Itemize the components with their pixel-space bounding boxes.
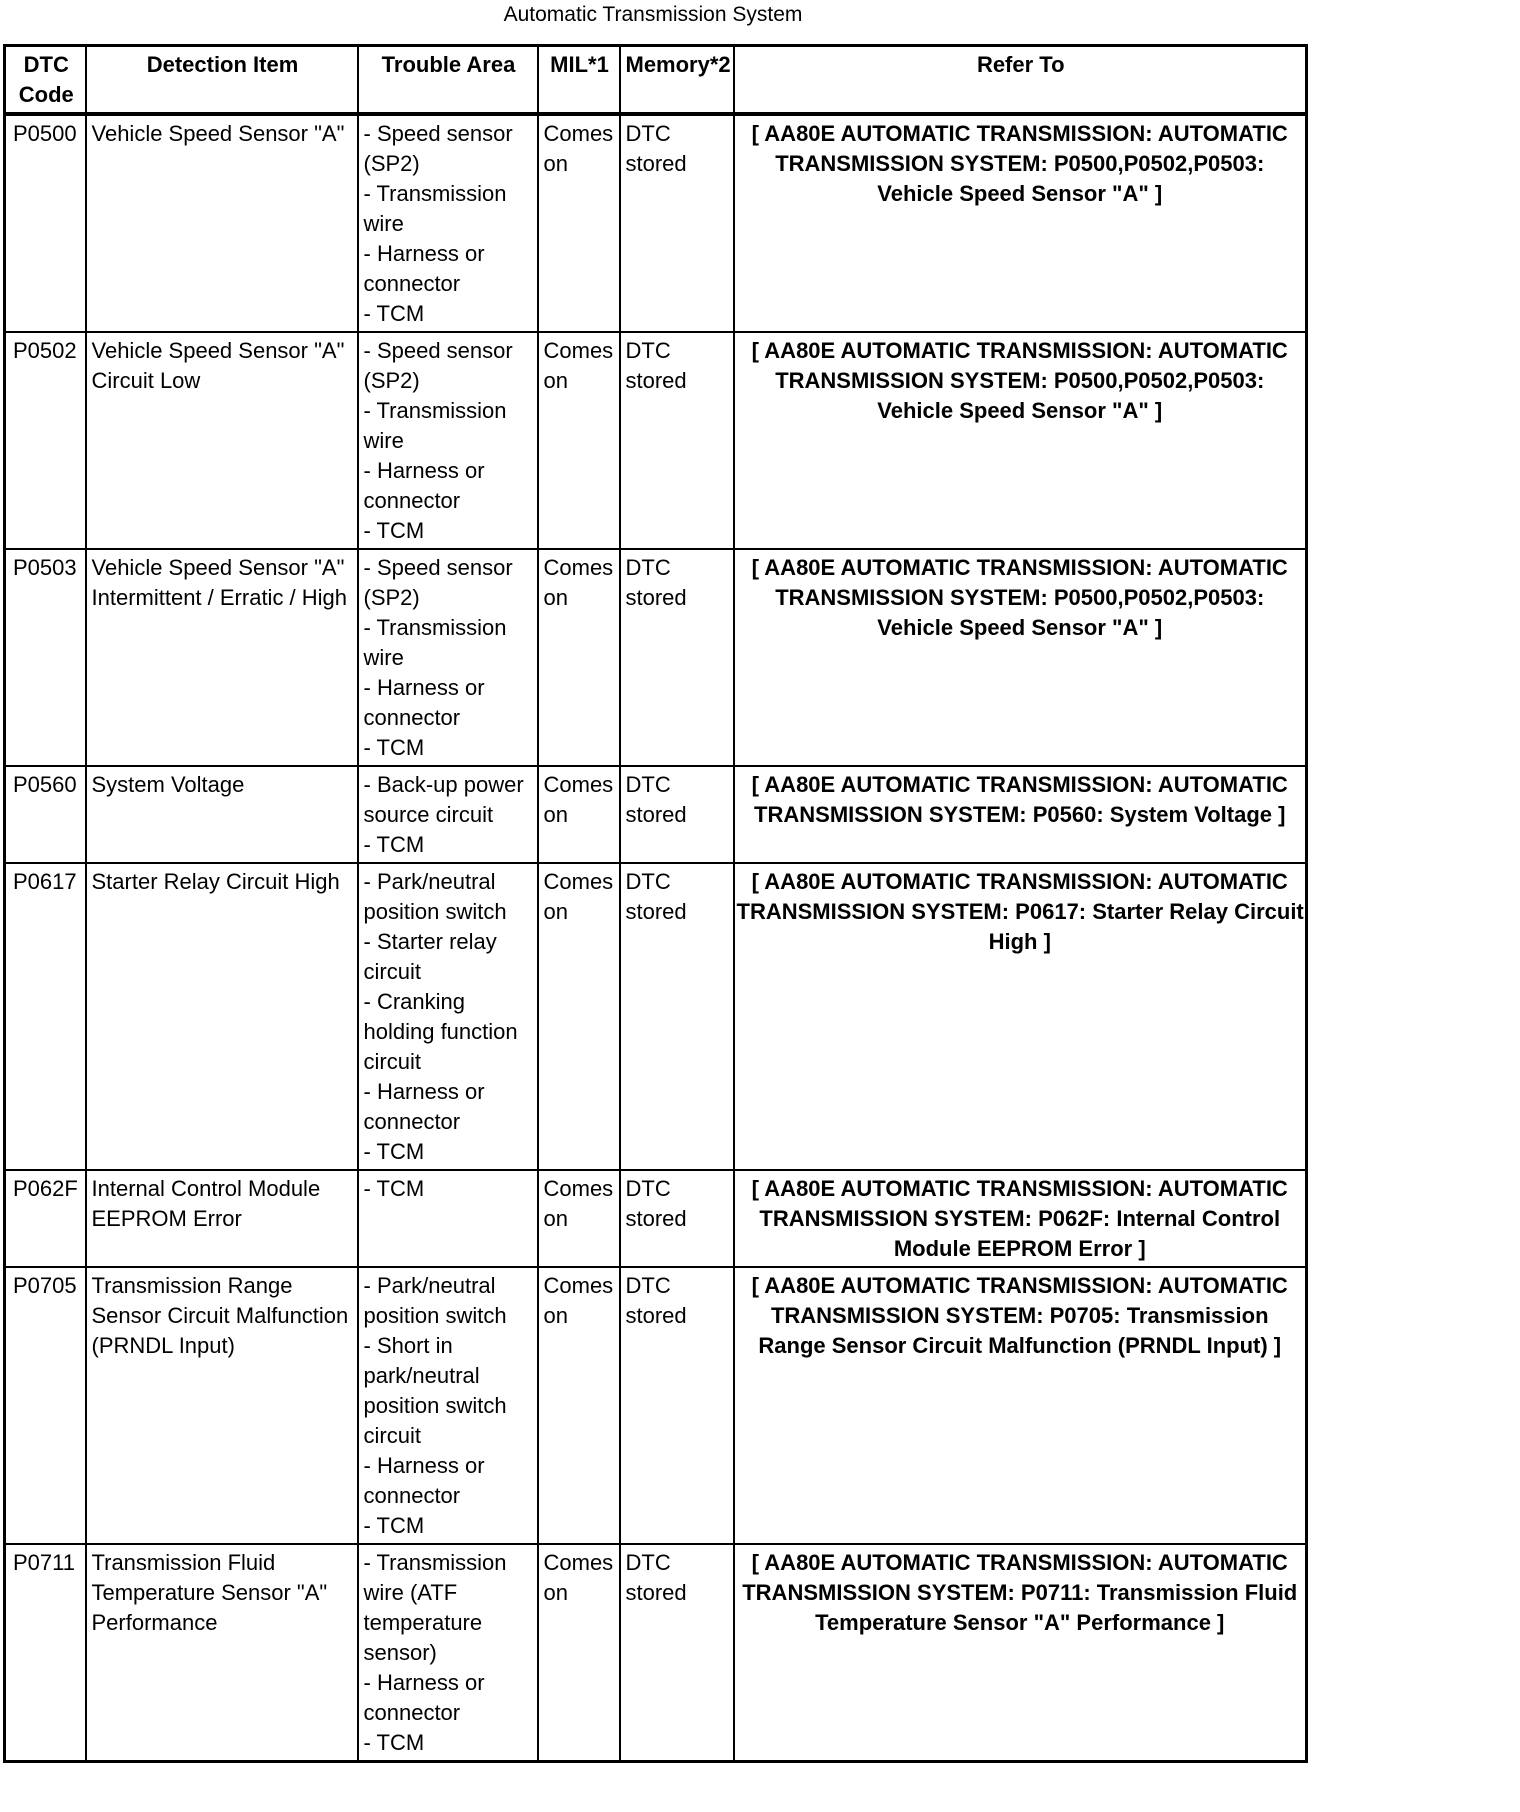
trouble-area-line: circuit: [363, 1049, 421, 1074]
refer-to-cell: [734, 1267, 1307, 1544]
table-header-row: [5, 46, 1307, 115]
table-row: [5, 549, 1307, 766]
memory-cell: [620, 1544, 734, 1762]
trouble-area-line: - Speed sensor: [363, 555, 513, 580]
detection-item-cell: [86, 114, 358, 332]
trouble-area-cell: [358, 863, 538, 1170]
refer-to-line: TRANSMISSION SYSTEM: P0617: Starter Relay Circuit: [736, 899, 1304, 924]
trouble-area-line: wire (ATF: [363, 1580, 458, 1605]
trouble-area-line: (SP2): [363, 368, 420, 393]
memory-line: stored: [625, 802, 687, 827]
detection-item-line: Transmission Range: [91, 1273, 293, 1298]
trouble-area-line: - TCM: [363, 735, 425, 760]
mil-cell: [538, 114, 620, 332]
trouble-area-line: circuit: [363, 959, 421, 984]
memory-cell: [620, 1267, 734, 1544]
refer-to-line: [ AA80E AUTOMATIC TRANSMISSION: AUTOMATIC: [751, 1550, 1288, 1575]
table-row: [5, 1544, 1307, 1762]
page-title: Automatic Transmission System: [503, 3, 803, 26]
refer-to-line: [ AA80E AUTOMATIC TRANSMISSION: AUTOMATIC: [751, 772, 1288, 797]
refer-to-line: TRANSMISSION SYSTEM: P062F: Internal Control: [759, 1206, 1281, 1231]
refer-to-line: Module EEPROM Error ]: [893, 1236, 1146, 1261]
trouble-area-line: wire: [363, 211, 404, 236]
memory-line: stored: [625, 899, 687, 924]
memory-line: DTC: [625, 338, 671, 363]
dtc-code-cell: P0503: [5, 549, 86, 766]
trouble-area-line: - TCM: [363, 1176, 425, 1201]
refer-to-cell: [734, 1544, 1307, 1762]
trouble-area-line: (SP2): [363, 151, 420, 176]
memory-line: stored: [625, 1580, 687, 1605]
detection-item-line: Vehicle Speed Sensor "A": [91, 338, 345, 363]
trouble-area-cell: [358, 114, 538, 332]
trouble-area-line: position switch: [363, 899, 507, 924]
trouble-area-cell: [358, 549, 538, 766]
dtc-code-cell: P0711: [5, 1544, 86, 1762]
trouble-area-line: holding function: [363, 1019, 518, 1044]
refer-to-line: Vehicle Speed Sensor "A" ]: [877, 398, 1163, 423]
memory-cell: [620, 114, 734, 332]
trouble-area-cell: [358, 1544, 538, 1762]
trouble-area-line: - Transmission: [363, 181, 507, 206]
table-row: [5, 766, 1307, 863]
refer-to-line: TRANSMISSION SYSTEM: P0500,P0502,P0503:: [775, 368, 1265, 393]
refer-to-line: Vehicle Speed Sensor "A" ]: [877, 181, 1163, 206]
table-row: [5, 863, 1307, 1170]
refer-to-cell: [734, 1170, 1307, 1267]
trouble-area-line: - Cranking: [363, 989, 465, 1014]
dtc-code-cell: P0500: [5, 114, 86, 332]
trouble-area-line: connector: [363, 1109, 461, 1134]
trouble-area-line: - Harness or: [363, 675, 485, 700]
detection-item-line: Performance: [91, 1610, 218, 1635]
trouble-area-line: connector: [363, 1483, 461, 1508]
trouble-area-line: (SP2): [363, 585, 420, 610]
memory-cell: [620, 766, 734, 863]
memory-line: stored: [625, 1206, 687, 1231]
mil-cell: [538, 863, 620, 1170]
trouble-area-line: - Park/neutral: [363, 869, 496, 894]
table-row: [5, 332, 1307, 549]
trouble-area-line: - Harness or: [363, 1670, 485, 1695]
memory-line: stored: [625, 151, 687, 176]
trouble-area-line: park/neutral: [363, 1363, 480, 1388]
trouble-area-line: - TCM: [363, 518, 425, 543]
detection-item-cell: [86, 863, 358, 1170]
trouble-area-line: source circuit: [363, 802, 494, 827]
mil-line: Comes: [543, 1550, 614, 1575]
column-header-mil: MIL*1: [538, 46, 620, 115]
mil-cell: [538, 549, 620, 766]
trouble-area-line: - Speed sensor: [363, 121, 513, 146]
memory-cell: [620, 549, 734, 766]
mil-cell: [538, 1170, 620, 1267]
mil-line: on: [543, 151, 568, 176]
table-row: [5, 1267, 1307, 1544]
column-header-dtc-code: [5, 46, 86, 115]
memory-line: DTC: [625, 555, 671, 580]
refer-to-cell: [734, 766, 1307, 863]
memory-line: DTC: [625, 772, 671, 797]
mil-line: Comes: [543, 338, 614, 363]
trouble-area-line: position switch: [363, 1303, 507, 1328]
mil-cell: [538, 1267, 620, 1544]
detection-item-line: System Voltage: [91, 772, 245, 797]
trouble-area-line: - Park/neutral: [363, 1273, 496, 1298]
detection-item-line: Circuit Low: [91, 368, 201, 393]
mil-cell: [538, 766, 620, 863]
memory-line: DTC: [625, 1273, 671, 1298]
mil-cell: [538, 1544, 620, 1762]
dtc-code-cell: P0502: [5, 332, 86, 549]
refer-to-line: [ AA80E AUTOMATIC TRANSMISSION: AUTOMATIC: [751, 1176, 1288, 1201]
mil-line: on: [543, 585, 568, 610]
refer-to-line: [ AA80E AUTOMATIC TRANSMISSION: AUTOMATIC: [751, 121, 1288, 146]
dtc-table-body: [5, 114, 1307, 1762]
column-header-trouble-area: Trouble Area: [358, 46, 538, 115]
dtc-code-cell: P0617: [5, 863, 86, 1170]
dtc-code-cell: P0560: [5, 766, 86, 863]
refer-to-line: TRANSMISSION SYSTEM: P0500,P0502,P0503:: [775, 151, 1265, 176]
table-row: [5, 1170, 1307, 1267]
trouble-area-line: - TCM: [363, 1139, 425, 1164]
trouble-area-line: - TCM: [363, 1730, 425, 1755]
trouble-area-cell: [358, 766, 538, 863]
refer-to-cell: [734, 332, 1307, 549]
detection-item-line: Starter Relay Circuit High: [91, 869, 340, 894]
memory-line: stored: [625, 368, 687, 393]
trouble-area-line: - Starter relay: [363, 929, 497, 954]
mil-line: Comes: [543, 555, 614, 580]
dtc-code-cell: P0705: [5, 1267, 86, 1544]
trouble-area-line: connector: [363, 705, 461, 730]
trouble-area-line: - Harness or: [363, 241, 485, 266]
refer-to-line: TRANSMISSION SYSTEM: P0500,P0502,P0503:: [775, 585, 1265, 610]
detection-item-line: Sensor Circuit Malfunction: [91, 1303, 349, 1328]
trouble-area-line: - Harness or: [363, 458, 485, 483]
refer-to-line: Range Sensor Circuit Malfunction (PRNDL Input) ]: [758, 1333, 1282, 1358]
detection-item-line: Vehicle Speed Sensor "A": [91, 555, 345, 580]
table-row: [5, 114, 1307, 332]
memory-line: DTC: [625, 121, 671, 146]
refer-to-cell: [734, 863, 1307, 1170]
memory-cell: [620, 1170, 734, 1267]
mil-line: on: [543, 802, 568, 827]
mil-line: Comes: [543, 1273, 614, 1298]
mil-line: Comes: [543, 1176, 614, 1201]
refer-to-cell: [734, 114, 1307, 332]
trouble-area-line: sensor): [363, 1640, 437, 1665]
refer-to-line: Vehicle Speed Sensor "A" ]: [877, 615, 1163, 640]
memory-line: DTC: [625, 1176, 671, 1201]
detection-item-cell: [86, 549, 358, 766]
trouble-area-line: - Transmission: [363, 1550, 507, 1575]
mil-cell: [538, 332, 620, 549]
memory-line: stored: [625, 585, 687, 610]
detection-item-cell: [86, 1170, 358, 1267]
trouble-area-cell: [358, 1170, 538, 1267]
mil-line: Comes: [543, 869, 614, 894]
trouble-area-line: - TCM: [363, 832, 425, 857]
mil-line: on: [543, 899, 568, 924]
trouble-area-line: connector: [363, 1700, 461, 1725]
mil-line: Comes: [543, 772, 614, 797]
trouble-area-line: - Speed sensor: [363, 338, 513, 363]
refer-to-line: High ]: [988, 929, 1051, 954]
trouble-area-line: position switch: [363, 1393, 507, 1418]
column-header-dtc-code-line: Code: [18, 82, 74, 107]
trouble-area-line: - Harness or: [363, 1079, 485, 1104]
trouble-area-line: temperature: [363, 1610, 483, 1635]
detection-item-cell: [86, 332, 358, 549]
detection-item-cell: [86, 1544, 358, 1762]
detection-item-line: EEPROM Error: [91, 1206, 242, 1231]
column-header-refer-to: Refer To: [734, 46, 1307, 115]
trouble-area-line: - TCM: [363, 1513, 425, 1538]
detection-item-cell: [86, 766, 358, 863]
refer-to-line: [ AA80E AUTOMATIC TRANSMISSION: AUTOMATIC: [751, 555, 1288, 580]
trouble-area-line: - Back-up power: [363, 772, 524, 797]
refer-to-line: [ AA80E AUTOMATIC TRANSMISSION: AUTOMATIC: [751, 338, 1288, 363]
memory-line: DTC: [625, 1550, 671, 1575]
detection-item-line: Intermittent / Erratic / High: [91, 585, 348, 610]
refer-to-line: [ AA80E AUTOMATIC TRANSMISSION: AUTOMATIC: [751, 1273, 1288, 1298]
trouble-area-line: - Transmission: [363, 615, 507, 640]
mil-line: on: [543, 1580, 568, 1605]
memory-line: DTC: [625, 869, 671, 894]
memory-cell: [620, 332, 734, 549]
detection-item-line: Vehicle Speed Sensor "A": [91, 121, 345, 146]
trouble-area-cell: [358, 1267, 538, 1544]
dtc-code-cell: P062F: [5, 1170, 86, 1267]
trouble-area-line: connector: [363, 488, 461, 513]
trouble-area-line: - TCM: [363, 301, 425, 326]
refer-to-cell: [734, 549, 1307, 766]
mil-line: on: [543, 1303, 568, 1328]
column-header-detection-item: Detection Item: [86, 46, 358, 115]
refer-to-line: TRANSMISSION SYSTEM: P0560: System Voltage ]: [754, 802, 1286, 827]
detection-item-cell: [86, 1267, 358, 1544]
trouble-area-line: circuit: [363, 1423, 421, 1448]
mil-line: on: [543, 1206, 568, 1231]
memory-cell: [620, 863, 734, 1170]
mil-line: on: [543, 368, 568, 393]
trouble-area-line: - Short in: [363, 1333, 453, 1358]
trouble-area-line: wire: [363, 645, 404, 670]
refer-to-line: Temperature Sensor "A" Performance ]: [815, 1610, 1225, 1635]
memory-line: stored: [625, 1303, 687, 1328]
refer-to-line: TRANSMISSION SYSTEM: P0711: Transmission Fluid: [742, 1580, 1298, 1605]
refer-to-line: [ AA80E AUTOMATIC TRANSMISSION: AUTOMATIC: [751, 869, 1288, 894]
detection-item-line: Transmission Fluid: [91, 1550, 276, 1575]
dtc-table: [3, 44, 1308, 1763]
trouble-area-line: - Harness or: [363, 1453, 485, 1478]
trouble-area-cell: [358, 332, 538, 549]
trouble-area-line: connector: [363, 271, 461, 296]
trouble-area-line: - Transmission: [363, 398, 507, 423]
detection-item-line: (PRNDL Input): [91, 1333, 235, 1358]
detection-item-line: Internal Control Module: [91, 1176, 321, 1201]
column-header-dtc-code-line: DTC: [23, 52, 69, 77]
detection-item-line: Temperature Sensor "A": [91, 1580, 328, 1605]
trouble-area-line: wire: [363, 428, 404, 453]
mil-line: Comes: [543, 121, 614, 146]
refer-to-line: TRANSMISSION SYSTEM: P0705: Transmission: [770, 1303, 1269, 1328]
column-header-memory: Memory*2: [620, 46, 734, 115]
